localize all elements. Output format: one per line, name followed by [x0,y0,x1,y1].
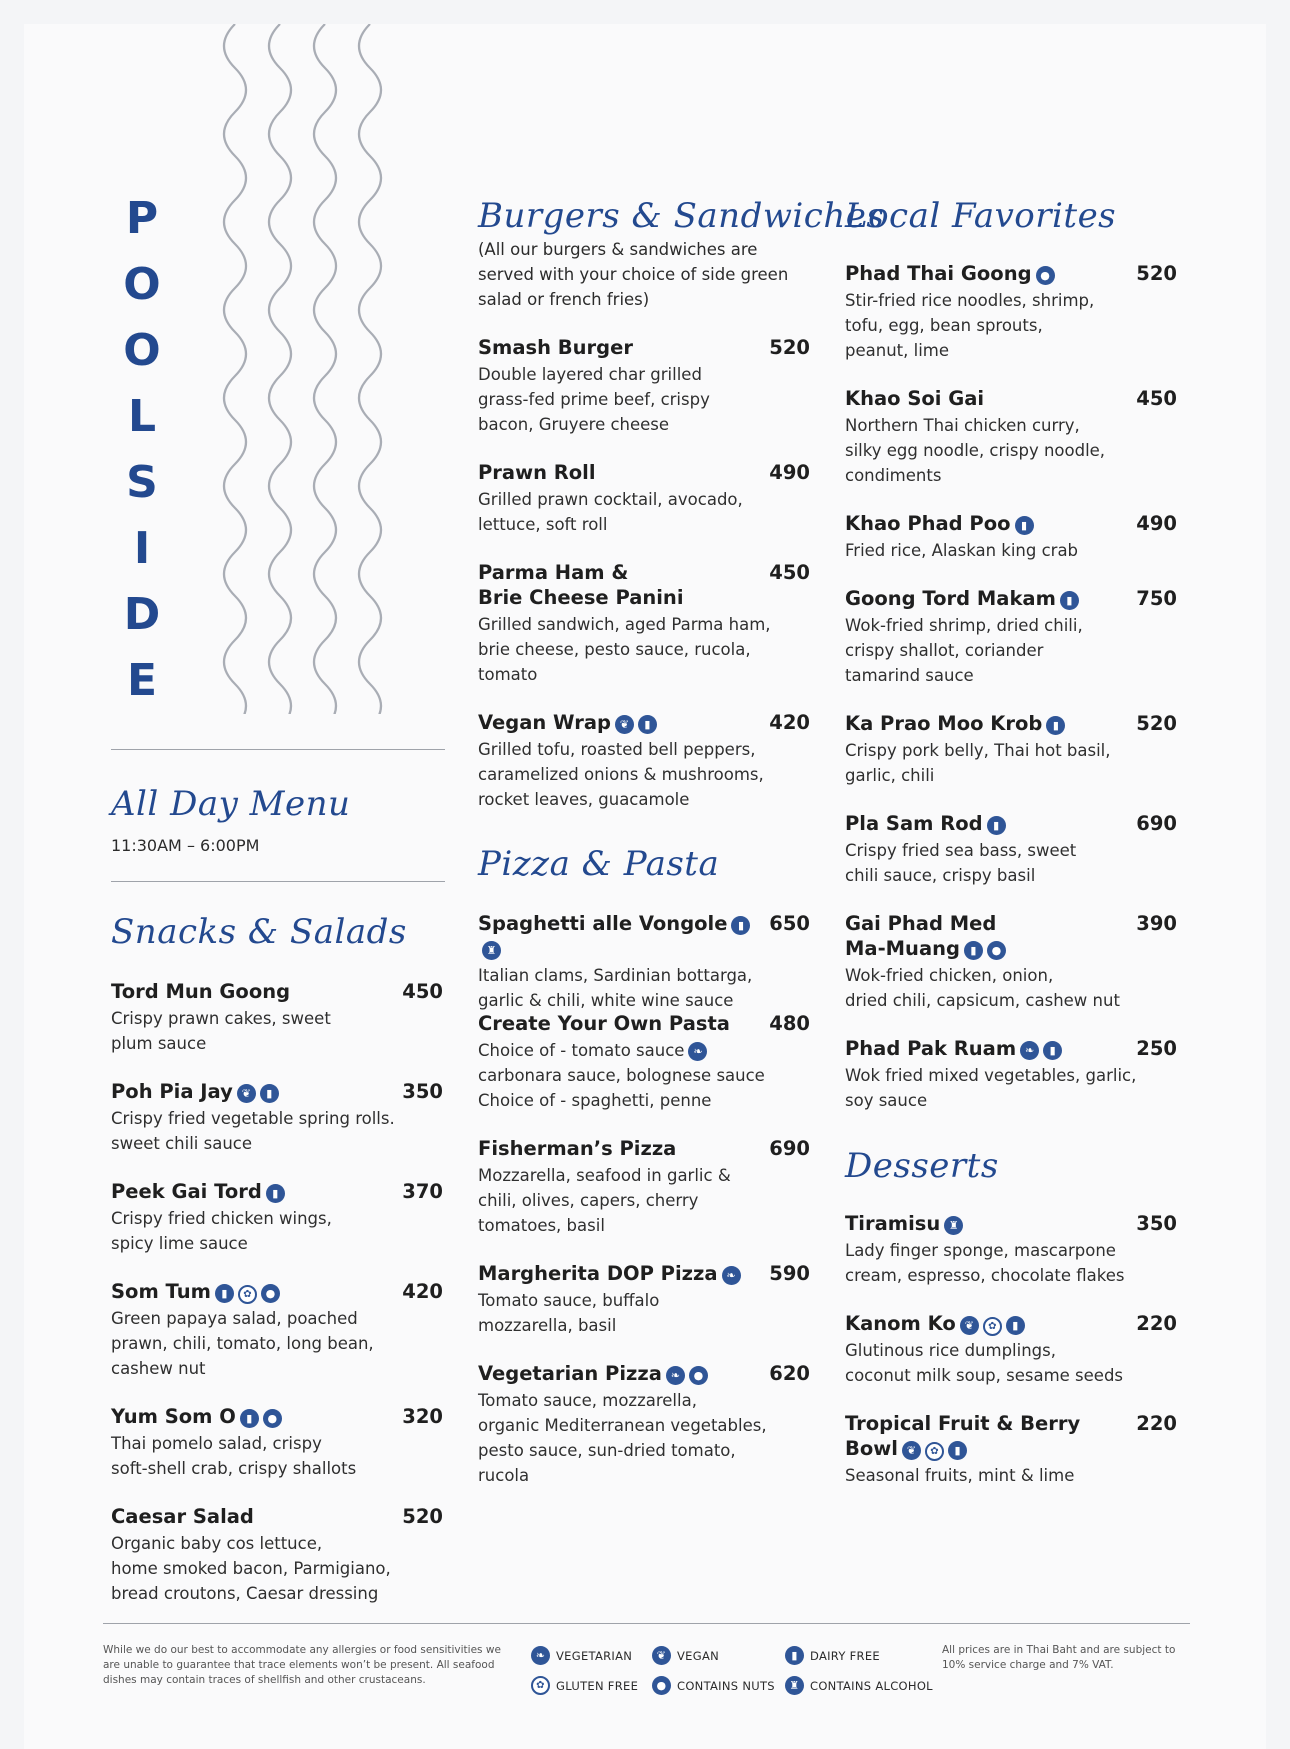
item-desc-line: carbonara sauce, bolognese sauce [478,1066,765,1085]
brand-letter: D [123,589,161,640]
item-desc-line: soft-shell crab, crispy shallots [111,1459,357,1478]
brand-letter: P [125,193,159,244]
item-price: 450 [402,980,443,1003]
legend-label: VEGETARIAN [556,1648,633,1663]
note-line: served with your choice of side green [478,265,789,284]
contains-nuts-icon: ● [987,941,1006,960]
item-price: 690 [1136,812,1177,835]
item-price: 520 [1136,262,1177,285]
menu-item [111,1279,443,1381]
item-price: 350 [1136,1212,1177,1235]
item-desc-line: Grilled prawn cocktail, avocado, [478,490,743,509]
dairy-free-icon: ▮ [1006,1316,1025,1335]
item-desc-line: rocket leaves, guacamole [478,790,690,809]
item-desc-line: pesto sauce, sun-dried tomato, [478,1441,736,1460]
item-price: 370 [402,1180,443,1203]
dairy-free-icon: ▮ [1046,716,1065,735]
item-price: 220 [1136,1412,1177,1435]
menu-item [478,1361,810,1488]
item-desc-line: tomato [478,665,538,684]
item-price: 320 [402,1405,443,1428]
item-price: 650 [769,912,810,935]
section-title-burgers: Burgers & Sandwiches [478,196,885,236]
vegetarian-icon: ❧ [688,1042,707,1061]
legend-label: CONTAINS NUTS [677,1678,775,1693]
item-desc-line: rucola [478,1466,530,1485]
menu-item [478,1261,810,1338]
vegan-icon: ❦ [237,1084,256,1103]
item-desc-line: Thai pomelo salad, crispy [111,1434,322,1453]
dairy-free-icon: ▮ [948,1441,967,1460]
item-desc-line: cashew nut [111,1359,206,1378]
divider [111,881,445,882]
item-desc-line: Fried rice, Alaskan king crab [845,541,1079,560]
brand-letter: O [123,325,161,376]
legend-label: VEGAN [677,1648,720,1663]
dairy-free-icon: ▮ [987,816,1006,835]
item-desc-line: Wok-fried shrimp, dried chili, [845,616,1083,635]
brand-letter: O [123,259,161,310]
allergy-line: dishes may contain traces of shellfish and other crustaceans. [103,1674,426,1686]
menu-item [845,586,1177,688]
item-price: 420 [402,1280,443,1303]
dairy-free-icon: ▮ [215,1284,234,1303]
item-desc-line: plum sauce [111,1034,207,1053]
item-name: Prawn Roll [478,461,596,484]
dairy-free-icon: ▮ [260,1084,279,1103]
item-name: Fisherman’s Pizza [478,1137,677,1160]
item-desc-line: organic Mediterranean vegetables, [478,1416,767,1435]
item-name: Kanom Ko [845,1312,956,1335]
item-desc-line: tamarind sauce [845,666,974,685]
item-price: 450 [769,561,810,584]
item-price: 520 [1136,712,1177,735]
price-notice [942,1643,1192,1673]
gluten-free-icon: ✿ [238,1285,257,1304]
item-desc-line: cream, espresso, chocolate flakes [845,1266,1125,1285]
item-desc-line: Choice of - spaghetti, penne [478,1091,712,1110]
item-name: Som Tum [111,1280,211,1303]
contains-nuts-icon: ● [652,1676,671,1695]
item-name-line: Bowl [845,1437,898,1460]
brand-letter: S [126,457,158,508]
menu-item [111,979,443,1056]
item-desc-line: spicy lime sauce [111,1234,248,1253]
item-desc-line: dried chili, capsicum, cashew nut [845,991,1120,1010]
menu-item [845,1411,1177,1488]
item-desc-line: sweet chili sauce [111,1134,253,1153]
item-price: 480 [769,1012,810,1035]
menu-hours: 11:30AM – 6:00PM [111,836,260,855]
item-name: Margherita DOP Pizza [478,1262,718,1285]
vegetarian-icon: ❧ [666,1366,685,1385]
vegan-icon: ❦ [615,715,634,734]
item-desc-line: brie cheese, pesto sauce, rucola, [478,640,751,659]
section-title-snacks: Snacks & Salads [111,912,407,952]
contains-nuts-icon: ● [689,1366,708,1385]
note-line: (All our burgers & sandwiches are [478,240,758,259]
contains-nuts-icon: ● [1036,266,1055,285]
contains-alcohol-icon: ♜ [482,941,501,960]
menu-item [111,1504,443,1606]
item-desc-line: soy sauce [845,1091,928,1110]
item-desc-line: Organic baby cos lettuce, [111,1534,323,1553]
item-desc-line: caramelized onions & mushrooms, [478,765,764,784]
item-name: Pla Sam Rod [845,812,983,835]
price-line: All prices are in Thai Baht and are subject to [942,1644,1176,1656]
legend-dairy-free [785,1646,880,1665]
menu-item [111,1179,443,1256]
gluten-free-icon: ✿ [925,1442,944,1461]
dairy-free-icon: ▮ [1015,516,1034,535]
item-name: Khao Phad Poo [845,512,1011,535]
menu-item [845,1036,1177,1113]
legend-label: DAIRY FREE [810,1648,880,1663]
item-desc-line: Wok-fried chicken, onion, [845,966,1054,985]
item-desc-line: silky egg noodle, crispy noodle, [845,441,1106,460]
item-price: 420 [769,711,810,734]
legend-label: GLUTEN FREE [556,1678,639,1693]
item-name: Poh Pia Jay [111,1080,233,1103]
item-desc-line: peanut, lime [845,341,950,360]
item-desc-line: Seasonal fruits, mint & lime [845,1466,1075,1485]
menu-item [478,911,810,1013]
item-price: 490 [769,461,810,484]
item-price: 620 [769,1362,810,1385]
item-price: 450 [1136,387,1177,410]
item-name: Phad Thai Goong [845,262,1032,285]
item-name: Vegetarian Pizza [478,1362,662,1385]
item-desc-line: bread croutons, Caesar dressing [111,1584,379,1603]
item-desc-line: Grilled sandwich, aged Parma ham, [478,615,771,634]
item-desc-line: chili, olives, capers, cherry [478,1191,699,1210]
menu-item [478,710,810,812]
item-name: Tord Mun Goong [111,980,291,1003]
vegan-icon: ❦ [902,1441,921,1460]
item-desc-line: Double layered char grilled [478,365,702,384]
legend-label: CONTAINS ALCOHOL [810,1678,933,1693]
item-name: Yum Som O [111,1405,236,1428]
item-desc-line: Grilled tofu, roasted bell peppers, [478,740,756,759]
menu-item [845,711,1177,788]
item-desc-line: Mozzarella, seafood in garlic & [478,1166,731,1185]
item-name-line: Tropical Fruit & Berry [845,1412,1081,1435]
item-desc-line: Crispy prawn cakes, sweet [111,1009,331,1028]
item-price: 350 [402,1080,443,1103]
menu-item [845,811,1177,888]
dairy-free-icon: ▮ [964,941,983,960]
allergy-notice [103,1643,523,1688]
dairy-free-icon: ▮ [785,1646,804,1665]
item-desc-line: Glutinous rice dumplings, [845,1341,1056,1360]
brand-letter: I [133,523,151,574]
item-price: 250 [1136,1037,1177,1060]
footer-divider [103,1623,1190,1624]
menu-item [845,1311,1177,1388]
item-name: Create Your Own Pasta [478,1012,730,1035]
contains-nuts-icon: ● [261,1284,280,1303]
vegan-icon: ❦ [960,1316,979,1335]
contains-alcohol-icon: ♜ [785,1676,804,1695]
gluten-free-icon: ✿ [531,1676,550,1695]
item-desc-line: bacon, Gruyere cheese [478,415,670,434]
section-title-desserts: Desserts [845,1146,999,1186]
item-price: 750 [1136,587,1177,610]
item-name: Peek Gai Tord [111,1180,262,1203]
menu-item [478,1011,810,1113]
item-price: 390 [1136,912,1177,935]
item-name-line: Gai Phad Med [845,912,997,935]
menu-item [845,386,1177,488]
menu-item [111,1079,443,1156]
item-name: Spaghetti alle Vongole [478,912,728,935]
item-desc-line: Crispy fried sea bass, sweet [845,841,1077,860]
item-desc-line: Crispy pork belly, Thai hot basil, [845,741,1111,760]
section-note [478,237,788,312]
item-desc-line: crispy shallot, coriander [845,641,1044,660]
item-desc-line: Tomato sauce, buffalo [478,1291,660,1310]
gluten-free-icon: ✿ [983,1317,1002,1336]
item-desc-line: garlic & chili, white wine sauce [478,991,734,1010]
item-name: Tiramisu [845,1212,941,1235]
menu-item [845,511,1177,563]
item-desc-line: Tomato sauce, mozzarella, [478,1391,697,1410]
menu-item [845,911,1177,1013]
item-desc-line: Crispy fried vegetable spring rolls. [111,1109,395,1128]
item-desc-line: Lady finger sponge, mascarpone [845,1241,1116,1260]
item-name: Ka Prao Moo Krob [845,712,1043,735]
menu-item [478,335,810,437]
item-desc-line: Wok fried mixed vegetables, garlic, [845,1066,1137,1085]
item-price: 520 [402,1505,443,1528]
item-price: 590 [769,1262,810,1285]
menu-item [478,1136,810,1238]
item-desc-line: lettuce, soft roll [478,515,608,534]
dairy-free-icon: ▮ [731,916,750,935]
brand-title [117,186,167,714]
menu-item [845,261,1177,363]
legend-vegan [652,1646,719,1665]
menu-title: All Day Menu [111,784,351,824]
price-line: 10% service charge and 7% VAT. [942,1659,1114,1671]
item-name: Phad Pak Ruam [845,1037,1017,1060]
item-desc-line: tomatoes, basil [478,1216,605,1235]
item-desc-line: Northern Thai chicken curry, [845,416,1080,435]
wave-line [269,24,291,714]
allergy-line: While we do our best to accommodate any allergies or food sensitivities we [103,1644,501,1656]
legend-vegetarian [531,1646,632,1665]
menu-item [478,560,810,687]
item-price: 690 [769,1137,810,1160]
item-desc-line: Italian clams, Sardinian bottarga, [478,966,753,985]
item-desc-line: Crispy fried chicken wings, [111,1209,332,1228]
vegetarian-icon: ❧ [722,1266,741,1285]
section-title-local: Local Favorites [845,196,1117,236]
item-desc-line: coconut milk soup, sesame seeds [845,1366,1124,1385]
item-name: Caesar Salad [111,1505,254,1528]
item-desc-line: home smoked bacon, Parmigiano, [111,1559,391,1578]
item-name-line: Ma-Muang [845,937,960,960]
menu-item [111,1404,443,1481]
item-desc-line: condiments [845,466,942,485]
menu-item [478,460,810,537]
section-title-pizza: Pizza & Pasta [478,844,720,884]
item-name: Vegan Wrap [478,711,611,734]
dairy-free-icon: ▮ [240,1409,259,1428]
legend-gluten-free [531,1676,638,1695]
item-desc-line: Green papaya salad, poached [111,1309,358,1328]
wave-line [314,24,336,714]
legend-contains-alcohol [785,1676,933,1695]
dairy-free-icon: ▮ [1043,1041,1062,1060]
vegetarian-icon: ❧ [531,1646,550,1665]
contains-alcohol-icon: ♜ [944,1216,963,1235]
wave-line [224,24,246,714]
item-desc-line: mozzarella, basil [478,1316,617,1335]
item-price: 220 [1136,1312,1177,1335]
legend-contains-nuts [652,1676,775,1695]
item-desc-line: garlic, chili [845,766,935,785]
item-desc-line: Stir-fried rice noodles, shrimp, [845,291,1095,310]
item-price: 490 [1136,512,1177,535]
brand-letter: E [126,655,158,706]
menu-item [845,1211,1177,1288]
note-line: salad or french fries) [478,290,650,309]
wave-decoration [205,24,420,714]
item-desc-line: grass-fed prime beef, crispy [478,390,710,409]
item-price: 520 [769,336,810,359]
item-desc-line: prawn, chili, tomato, long bean, [111,1334,374,1353]
wave-line [359,24,381,714]
dairy-free-icon: ▮ [1060,591,1079,610]
item-name: Goong Tord Makam [845,587,1056,610]
item-desc-line: tofu, egg, bean sprouts, [845,316,1043,335]
item-name: Smash Burger [478,336,633,359]
contains-nuts-icon: ● [263,1409,282,1428]
dairy-free-icon: ▮ [266,1184,285,1203]
item-desc-line: chili sauce, crispy basil [845,866,1036,885]
dairy-free-icon: ▮ [638,715,657,734]
item-desc-line: Choice of - tomato sauce [478,1041,685,1060]
allergy-line: are unable to guarantee that trace elements won’t be present. All seafood [103,1659,495,1671]
item-name-line: Brie Cheese Panini [478,586,684,609]
item-name: Khao Soi Gai [845,387,985,410]
brand-letter: L [127,391,157,442]
vegetarian-icon: ❧ [1020,1041,1039,1060]
divider [111,749,445,750]
item-name-line: Parma Ham & [478,561,629,584]
vegan-icon: ❦ [652,1646,671,1665]
